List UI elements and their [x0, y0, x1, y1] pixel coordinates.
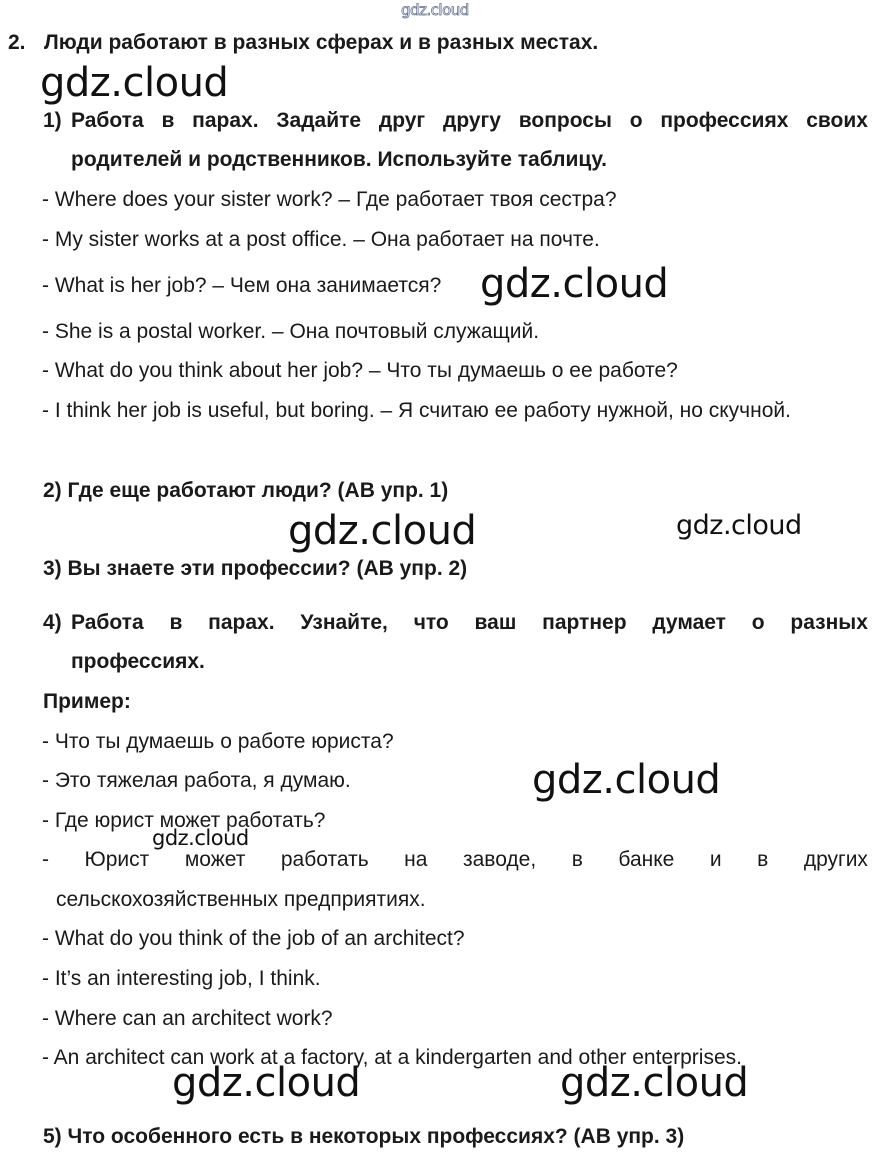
section-1-number: 1)	[43, 109, 62, 132]
word: парах.	[192, 109, 259, 132]
task-title: Люди работают в разных сферах и в разных местах.	[44, 31, 599, 54]
watermark: gdz.cloud	[152, 826, 249, 850]
section-1-heading-line1	[71, 108, 868, 134]
watermark: gdz.cloud	[560, 1060, 749, 1106]
section-5-heading: 5) Что особенного есть в некоторых профессиях? (АВ упр. 3)	[43, 1125, 685, 1148]
watermark: gdz.cloud	[676, 510, 802, 541]
watermark: gdz.cloud	[480, 261, 669, 307]
dialog-line: - My sister works at a post office. – Она работает на почте.	[42, 228, 600, 251]
word: в	[169, 611, 183, 634]
section-3-heading: 3) Вы знаете эти профессии? (АВ упр. 2)	[43, 557, 468, 580]
word: в	[161, 109, 175, 132]
dialog-line: - An architect can work at a factory, at a kindergarten and other enterprises.	[42, 1046, 742, 1069]
dialog-line: - What is her job? – Чем она занимается?	[42, 274, 442, 297]
word: ваш	[474, 611, 517, 634]
dialog-line: - Where can an architect work?	[42, 1007, 333, 1030]
dialog-long-line1	[42, 847, 868, 873]
word: Работа	[71, 109, 144, 132]
word: и	[709, 848, 722, 871]
dialog-line: - What do you think about her job? – Что ты думаешь о ее работе?	[42, 359, 678, 382]
word: о	[629, 109, 643, 132]
word: вопросы	[518, 109, 612, 132]
watermark-top: gdz.cloud	[401, 1, 469, 19]
task-number: 2.	[8, 31, 26, 54]
word: партнер	[542, 611, 627, 634]
word: другу	[442, 109, 501, 132]
word: на	[404, 848, 428, 871]
word: Юрист	[84, 848, 150, 871]
watermark: gdz.cloud	[288, 508, 477, 554]
dialog-line: - Где юрист может работать?	[42, 809, 326, 832]
section-4-heading-line2: профессиях.	[71, 650, 205, 673]
dialog-long-line2: сельскохозяйственных предприятиях.	[56, 888, 426, 911]
section-4-heading-line1	[71, 610, 868, 636]
word: своих	[806, 109, 868, 132]
watermark: gdz.cloud	[40, 60, 229, 106]
word: о	[751, 611, 765, 634]
section-2-heading: 2) Где еще работают люди? (АВ упр. 1)	[43, 479, 449, 502]
word: думает	[652, 611, 726, 634]
word: банке	[618, 848, 675, 871]
word: других	[803, 848, 868, 871]
watermark: gdz.cloud	[532, 757, 721, 803]
example-label: Пример:	[43, 690, 131, 713]
word: заводе,	[462, 848, 537, 871]
dialog-line: - It’s an interesting job, I think.	[42, 967, 321, 990]
word: друг	[378, 109, 426, 132]
dialog-line: - Это тяжелая работа, я думаю.	[42, 769, 351, 792]
dialog-line: - She is a postal worker. – Она почтовый служащий.	[42, 320, 540, 343]
word: Работа	[71, 611, 144, 634]
watermark: gdz.cloud	[172, 1060, 361, 1106]
word: может	[184, 848, 246, 871]
word: -	[42, 848, 49, 871]
word: Задайте	[276, 109, 362, 132]
section-4-number: 4)	[43, 611, 62, 634]
word: в	[757, 848, 769, 871]
word: в	[571, 848, 583, 871]
word: работать	[280, 848, 369, 871]
dialog-line: - Where does your sister work? – Где работает твоя сестра?	[42, 188, 617, 211]
dialog-line: - I think her job is useful, but boring. – Я считаю ее работу нужной, но скучной.	[42, 399, 791, 422]
word: Узнайте,	[300, 611, 388, 634]
word: разных	[790, 611, 868, 634]
section-1-heading-line2: родителей и родственников. Используйте таблицу.	[71, 148, 607, 171]
dialog-line: - Что ты думаешь о работе юриста?	[42, 730, 394, 753]
word: что	[413, 611, 449, 634]
word: парах.	[208, 611, 275, 634]
dialog-line: - What do you think of the job of an architect?	[42, 927, 465, 950]
word: профессиях	[660, 109, 789, 132]
